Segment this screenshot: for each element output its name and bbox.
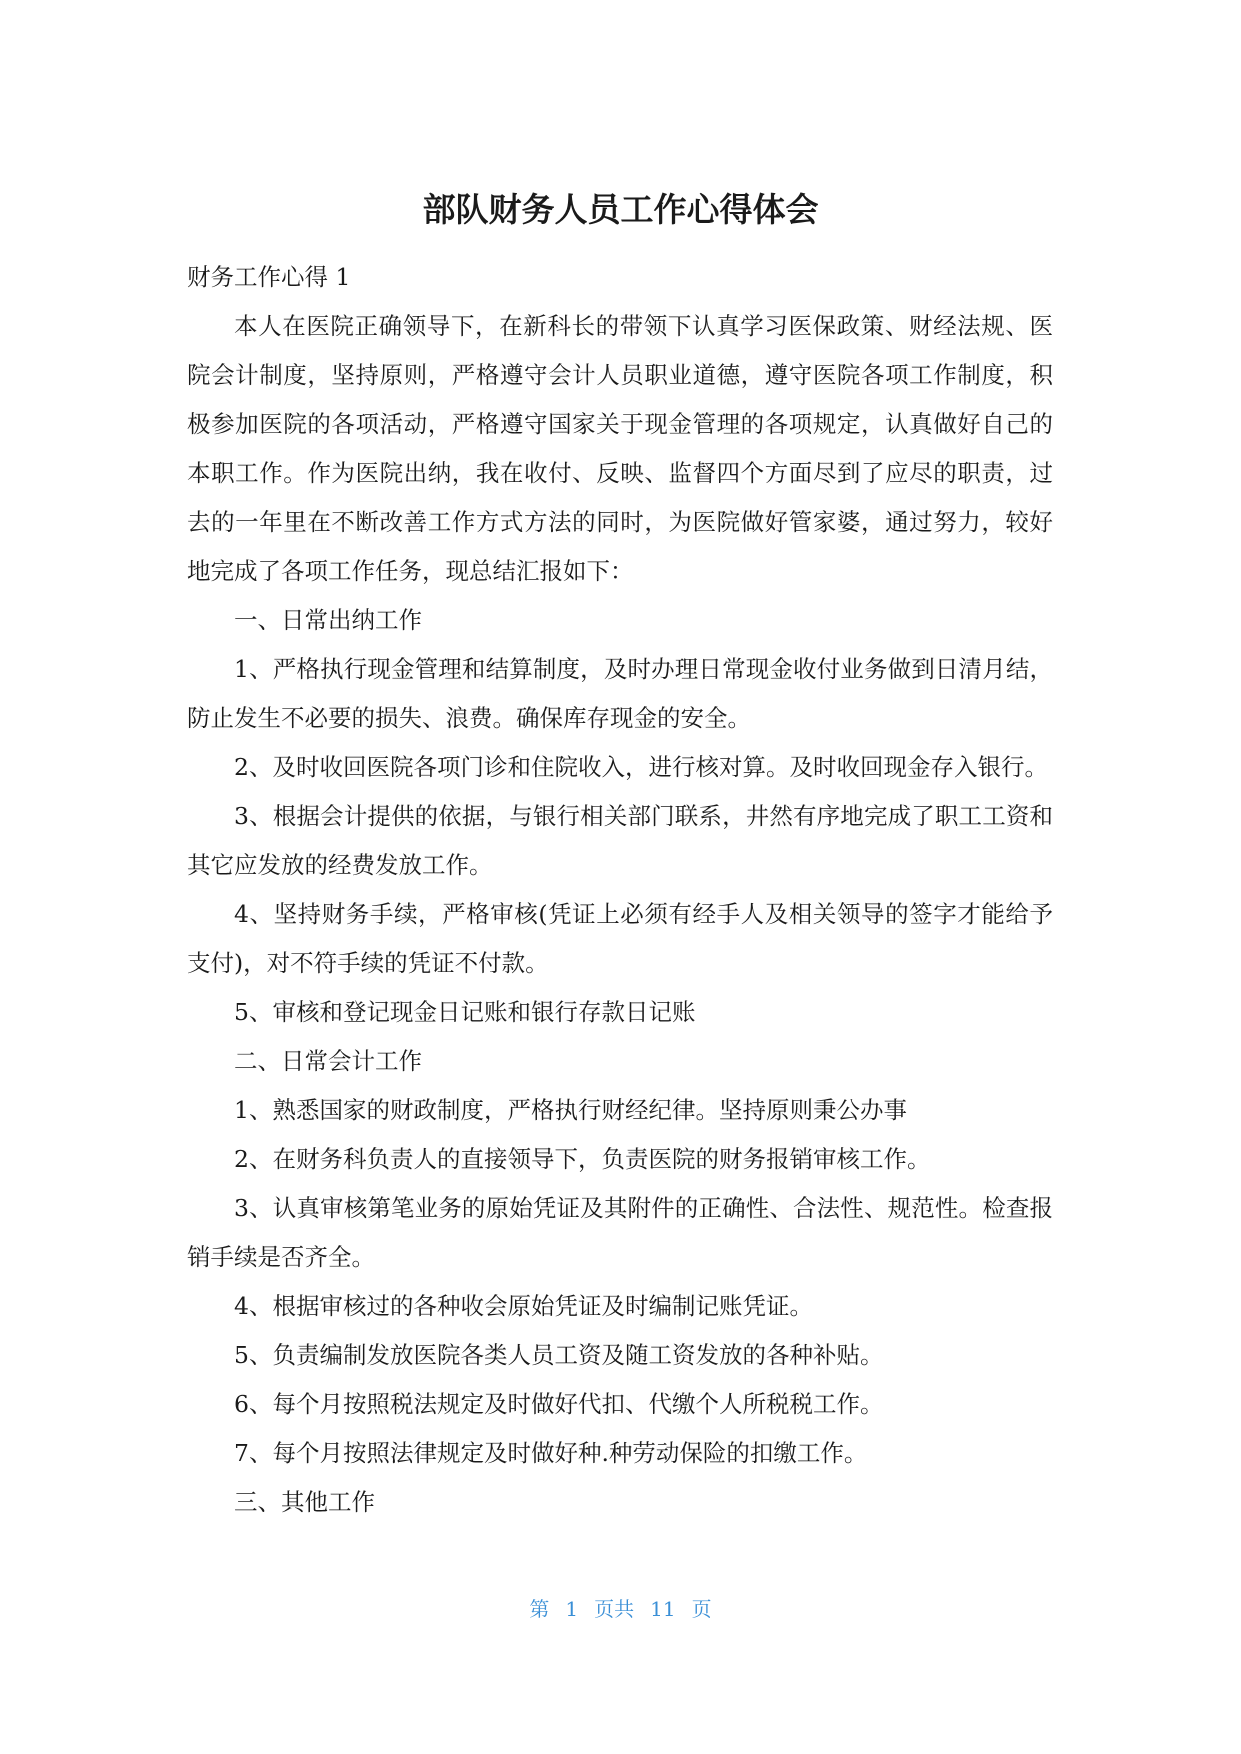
document-body [187,253,1053,1527]
footer-total-pages: 11 [650,1597,676,1621]
paragraph: 本人在医院正确领导下，在新科长的带领下认真学习医保政策、财经法规、医院会计制度，坚持原则，严格遵守会计人员职业道德，遵守医院各项工作制度，积极参加医院的各项活动，严格遵守国家关于现金管理的各项规定，认真做好自己的本职工作。作为医院出纳，我在收付、反映、监督四个方面尽到了应尽的职责，过去的一年里在不断改善工作方式方法的同时，为医院做好管家婆，通过努力，较好地完成了各项工作任务，现总结汇报如下： [187,312,1053,585]
paragraph: 4、坚持财务手续，严格审核(凭证上必须有经手人及相关领导的签字才能给予支付)，对不符手续的凭证不付款。 [187,900,1053,977]
paragraph: 7、每个月按照法律规定及时做好种.种劳动保险的扣缴工作。 [234,1439,868,1467]
paragraph: 4、根据审核过的各种收会原始凭证及时编制记账凭证。 [234,1292,813,1320]
paragraph: 1、熟悉国家的财政制度，严格执行财经纪律。坚持原则秉公办事 [234,1096,907,1124]
footer-mid: 页共 [594,1597,635,1621]
paragraph: 6、每个月按照税法规定及时做好代扣、代缴个人所税税工作。 [234,1390,884,1418]
page-title: 部队财务人员工作心得体会 [422,190,819,229]
paragraph: 5、负责编制发放医院各类人员工资及随工资发放的各种补贴。 [234,1341,884,1369]
paragraph: 2、在财务科负责人的直接领导下，负责医院的财务报销审核工作。 [234,1145,931,1173]
section-heading: 一、日常出纳工作 [234,606,422,634]
section-subtitle: 财务工作心得 1 [187,263,351,291]
paragraph: 3、根据会计提供的依据，与银行相关部门联系，井然有序地完成了职工工资和其它应发放的经费发放工作。 [187,802,1053,879]
footer-page-number: 1 [565,1597,579,1621]
section-heading: 二、日常会计工作 [234,1047,422,1075]
paragraph: 2、及时收回医院各项门诊和住院收入，进行核对算。及时收回现金存入银行。 [234,753,1048,781]
paragraph: 5、审核和登记现金日记账和银行存款日记账 [234,998,696,1026]
section-heading: 三、其他工作 [234,1488,375,1516]
footer-suffix: 页 [691,1597,712,1621]
footer-prefix: 第 [529,1597,550,1621]
page-footer [0,1594,1241,1624]
paragraph: 1、严格执行现金管理和结算制度，及时办理日常现金收付业务做到日清月结，防止发生不必要的损失、浪费。确保库存现金的安全。 [187,655,1053,732]
paragraph: 3、认真审核第笔业务的原始凭证及其附件的正确性、合法性、规范性。检查报销手续是否齐全。 [187,1194,1053,1271]
